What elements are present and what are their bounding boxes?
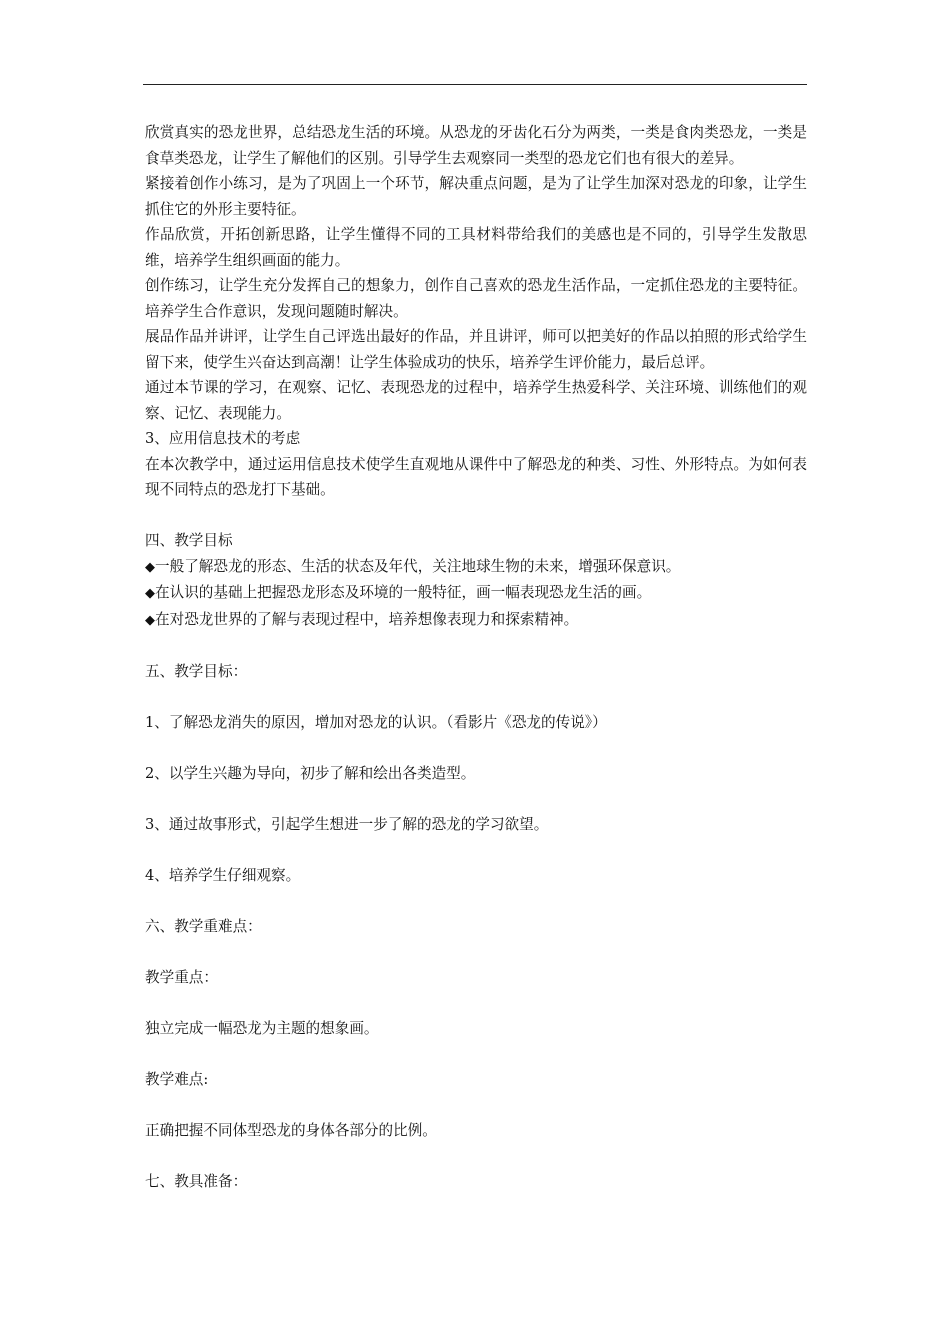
header-rule: [143, 84, 807, 85]
goal-bullet-text: 在认识的基础上把握恐龙形态及环境的一般特征，画一幅表现恐龙生活的画。: [155, 584, 652, 601]
key-point-text: 独立完成一幅恐龙为主题的想象画。: [145, 1019, 379, 1037]
paragraph-creation-exercise: 紧接着创作小练习，是为了巩固上一个环节，解决重点问题，是为了让学生加深对恐龙的印象，让学生抓住它的外形主要特征。: [145, 175, 807, 218]
difficulty-text: 正确把握不同体型恐龙的身体各部分的比例。: [145, 1121, 437, 1139]
goal-bullet: [145, 580, 807, 607]
objective-item: 1、了解恐龙消失的原因，增加对恐龙的认识。（看影片《恐龙的传说》）: [145, 713, 607, 731]
goal-bullet: [145, 607, 807, 634]
spacer: [145, 1143, 807, 1169]
spacer: [145, 1092, 807, 1118]
paragraph-appreciate-dinosaur-world: 欣赏真实的恐龙世界，总结恐龙生活的环境。从恐龙的牙齿化石分为两类，一类是食肉类恐龙，一类是食草类恐龙，让学生了解他们的区别。引导学生去观察同一类型的恐龙它们也有很大的差异。: [145, 124, 807, 167]
section-3-heading: 3、应用信息技术的考虑: [145, 430, 301, 447]
spacer: [145, 786, 807, 812]
goal-bullet-text: 在对恐龙世界的了解与表现过程中，培养想像表现力和探索精神。: [155, 610, 579, 628]
paragraph-creative-practice: 创作练习，让学生充分发挥自己的想象力，创作自己喜欢的恐龙生活作品，一定抓住恐龙的主要特征。培养学生合作意识，发现问题随时解决。: [145, 277, 807, 320]
diamond-bullet-icon: ◆: [145, 586, 155, 601]
spacer: [145, 684, 807, 710]
spacer: [145, 939, 807, 965]
goal-bullet-text: 一般了解恐龙的形态、生活的状态及年代，关注地球生物的未来，增强环保意识。: [155, 557, 681, 575]
diamond-bullet-icon: ◆: [145, 612, 155, 628]
goal-bullet: [145, 554, 807, 581]
spacer: [145, 735, 807, 761]
key-point-label: 教学重点：: [145, 968, 218, 986]
paragraph-work-appreciation: 作品欣赏，开拓创新思路，让学生懂得不同的工具材料带给我们的美感也是不同的，引导学生发散思维，培养学生组织画面的能力。: [145, 226, 807, 269]
spacer: [145, 1041, 807, 1067]
difficulty-label: 教学难点:: [145, 1070, 209, 1088]
section-7-heading: 七、教具准备：: [145, 1172, 248, 1190]
section-6-heading: 六、教学重难点：: [145, 917, 262, 935]
section-5-heading: 五、教学目标：: [145, 662, 248, 680]
spacer: [145, 633, 807, 659]
section-3-text: 在本次教学中，通过运用信息技术使学生直观地从课件中了解恐龙的种类、习性、外形特点。为如何表现不同特点的恐龙打下基础。: [145, 455, 807, 498]
objective-item: 2、以学生兴趣为导向，初步了解和绘出各类造型。: [145, 764, 476, 782]
objective-item: 4、培养学生仔细观察。: [145, 866, 301, 884]
diamond-bullet-icon: ◆: [145, 559, 155, 575]
paragraph-lesson-summary: 通过本节课的学习，在观察、记忆、表现恐龙的过程中，培养学生热爱科学、关注环境、训练他们的观察、记忆、表现能力。: [145, 379, 807, 422]
paragraph-exhibition-review: 展品作品并讲评，让学生自己评选出最好的作品，并且讲评，师可以把美好的作品以拍照的形式给学生留下来，使学生兴奋达到高潮！让学生体验成功的快乐，培养学生评价能力，最后总评。: [145, 328, 807, 371]
spacer: [145, 990, 807, 1016]
spacer: [145, 837, 807, 863]
spacer: [145, 888, 807, 914]
objective-item: 3、通过故事形式，引起学生想进一步了解的恐龙的学习欲望。: [145, 815, 549, 833]
section-4-heading: 四、教学目标: [145, 532, 233, 549]
spacer: [145, 503, 807, 529]
document-body: [145, 120, 807, 1194]
